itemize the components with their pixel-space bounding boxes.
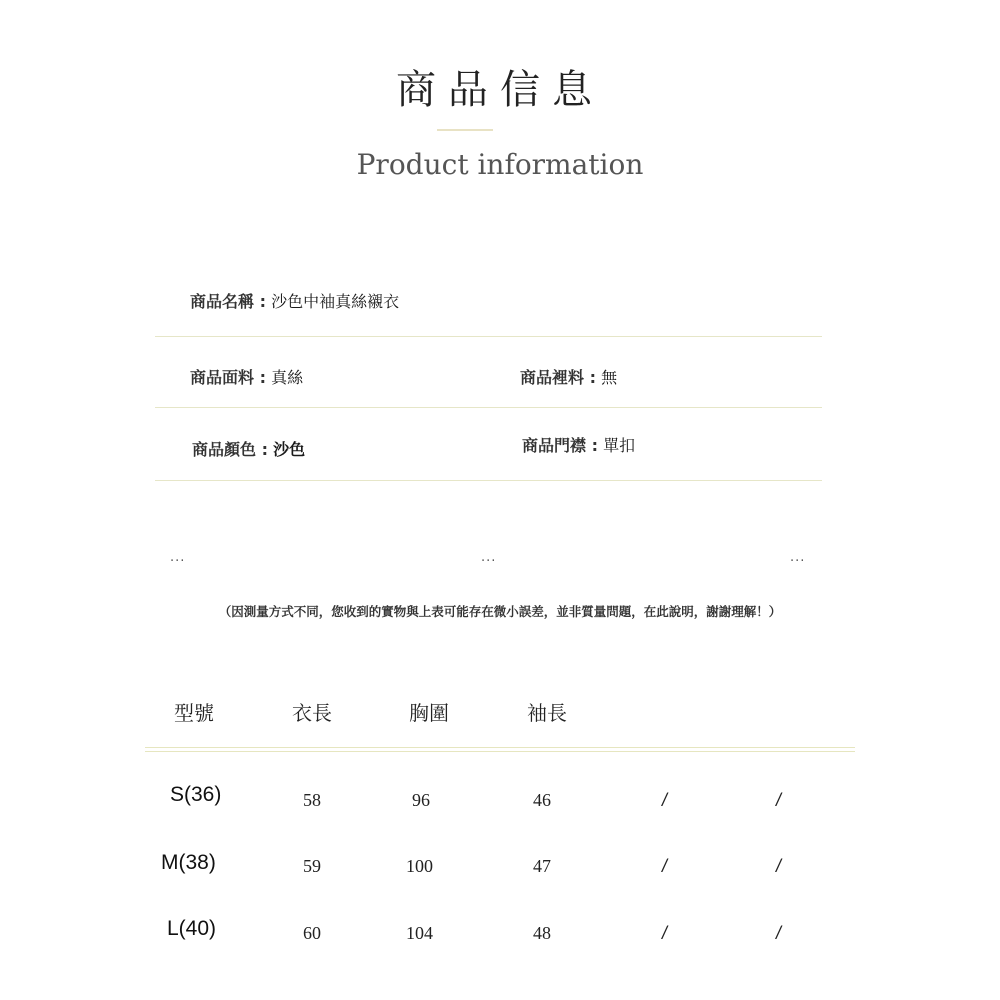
table-cell-chest: 100 [406, 856, 433, 876]
table-cell-empty: / [662, 790, 668, 810]
info-divider [155, 480, 822, 481]
table-row-size: L(40) [167, 917, 217, 940]
product-name-value: 沙色中袖真絲襯衣 [271, 292, 400, 311]
product-placket [522, 433, 635, 456]
table-row-size: S(36) [170, 783, 222, 806]
product-color-label: 商品顏色 : [192, 440, 268, 459]
ellipsis: ... [790, 550, 806, 565]
table-cell-empty: / [776, 790, 782, 810]
table-cell-empty: / [776, 856, 782, 876]
table-cell-chest: 96 [412, 790, 430, 810]
table-cell-sleeve: 48 [533, 923, 551, 943]
table-cell-length: 58 [303, 790, 321, 810]
ellipsis: ... [481, 550, 497, 565]
product-name-label: 商品名稱 : [190, 292, 266, 311]
product-placket-label: 商品門襟 : [522, 436, 598, 455]
ellipsis: ... [170, 550, 186, 565]
page-subtitle: Product information [356, 148, 644, 181]
product-color [192, 437, 305, 460]
table-cell-sleeve: 47 [533, 856, 551, 876]
title-divider [437, 129, 493, 131]
product-fabric [190, 365, 303, 388]
size-header-sleeve: 袖長 [527, 701, 567, 725]
table-cell-empty: / [662, 923, 668, 943]
product-name [190, 289, 399, 312]
product-fabric-label: 商品面料 : [190, 368, 266, 387]
product-fabric-value: 真絲 [271, 368, 304, 387]
table-cell-chest: 104 [406, 923, 433, 943]
table-cell-sleeve: 46 [533, 790, 551, 810]
size-header-length: 衣長 [292, 701, 332, 725]
info-divider [155, 336, 822, 337]
table-divider [145, 747, 855, 748]
measurement-note: （因測量方式不同，您收到的實物與上表可能存在微小誤差，並非質量問題，在此說明，謝謝理解！） [218, 604, 782, 619]
size-header-chest: 胸圍 [409, 701, 449, 725]
product-lining [520, 365, 617, 388]
product-placket-value: 單扣 [603, 436, 636, 455]
table-cell-length: 60 [303, 923, 321, 943]
size-header-model: 型號 [174, 701, 214, 725]
product-lining-label: 商品裡料 : [520, 368, 596, 387]
table-cell-length: 59 [303, 856, 321, 876]
product-color-value: 沙色 [273, 440, 306, 459]
table-cell-empty: / [776, 923, 782, 943]
table-divider [145, 751, 855, 752]
product-lining-value: 無 [601, 368, 618, 387]
table-row-size: M(38) [161, 851, 216, 874]
info-divider [155, 407, 822, 408]
page-title: 商品信息 [396, 67, 604, 113]
table-cell-empty: / [662, 856, 668, 876]
